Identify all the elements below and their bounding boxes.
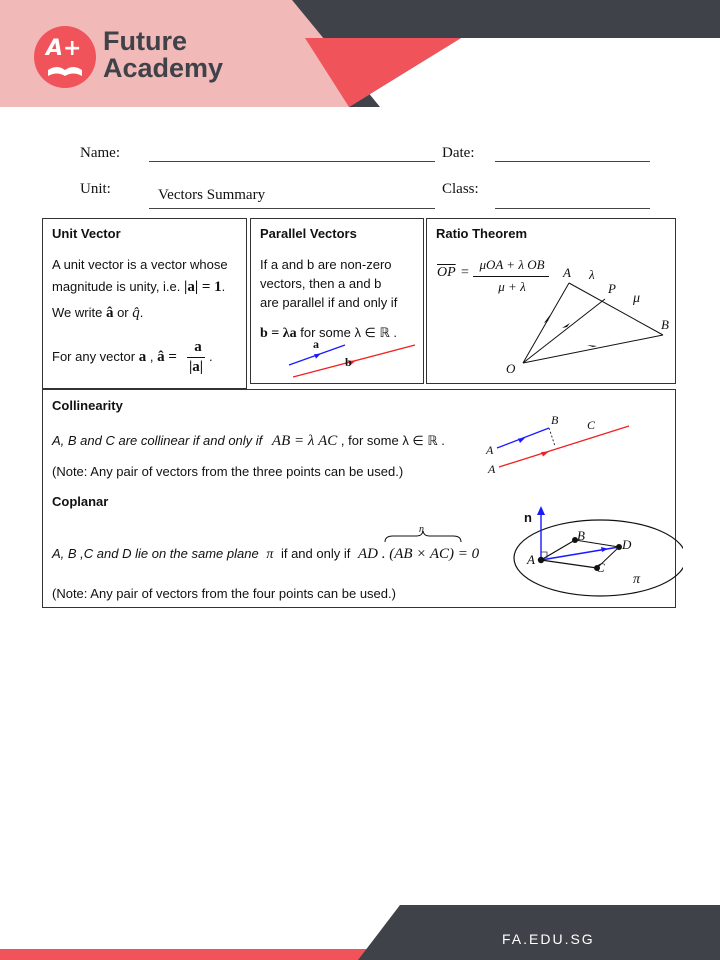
parallel-line1: If a and b are non-zero [260,257,392,272]
ratio-label-O: O [506,361,516,376]
coplanar-label-pi: π [633,572,641,587]
unit-frac-bar [187,357,205,358]
collinear-label-B: B [551,413,559,427]
ratio-label-mu: μ [633,291,641,306]
ratio-label-B: B [661,317,669,332]
collinearity-title: Collinearity [52,398,123,413]
parallel-label-b: b [345,355,352,369]
collinearity-statement: A, B and C are collinear if and only if AB = λ AC , for some λ ∈ ℝ . [52,433,445,449]
unit-vector-line4: For any vector a , â = [52,349,177,365]
name-label: Name: [80,145,120,161]
collinearity-note: (Note: Any pair of vectors from the three points can be used.) [52,464,404,479]
collinear-label-A2: A [488,462,496,476]
class-field[interactable] [495,208,650,209]
parallel-label-a: a [313,337,319,351]
coplanar-label-n: n [524,510,532,525]
collinear-label-A1: A [486,443,494,457]
unit-vector-line2: magnitude is unity, i.e. |a| = 1. [52,279,226,295]
parallel-line3: are parallel if and only if [260,295,398,310]
ratio-eq: = [461,265,469,280]
date-label: Date: [442,145,475,161]
footer-banner [0,905,720,960]
unit-vector-line3: We write â or q̂. [52,305,144,321]
ratio-denominator: μ + λ [498,279,526,294]
collinear-coplanar-box [42,389,676,608]
ratio-title: Ratio Theorem [436,226,528,241]
brand-logo [34,26,96,88]
ratio-numerator: μOA + λ OB [479,257,545,272]
ratio-op: $\overline{OP}$ [437,265,456,280]
class-label: Class: [442,181,479,197]
parallel-line2: vectors, then a and b [260,276,382,291]
coplanar-n-label: n [419,524,424,535]
unit-frac-num: a [194,339,202,355]
ratio-label-P: P [608,281,616,296]
logo-mark: A+ [46,36,82,61]
ratio-label-A: A [563,265,571,280]
brand-name-line2: Academy [103,53,224,83]
unit-vector-box [42,218,247,389]
date-field[interactable] [495,161,650,162]
unit-vector-line1: A unit vector is a vector whose [52,257,228,272]
parallel-vectors-box [250,218,424,384]
parallel-formula-line: b = λa for some λ ∈ ℝ . [260,325,398,341]
parallel-title: Parallel Vectors [260,226,357,241]
unit-vector-title: Unit Vector [52,226,121,241]
collinearity-diagram [489,412,639,474]
brand-name-line1: Future [103,26,187,56]
unit-frac-den: |a| [188,359,204,375]
coplanar-label-B: B [577,528,585,543]
footer-url[interactable]: FA.EDU.SG [502,931,595,947]
name-field[interactable] [149,161,435,162]
overbrace [383,530,463,544]
coplanar-label-C: C [596,560,605,575]
coplanar-note: (Note: Any pair of vectors from the four points can be used.) [52,586,396,601]
coplanar-label-D: D [622,537,632,552]
unit-label: Unit: [80,181,111,197]
unit-value: Vectors Summary [158,187,266,203]
unit-period: . [209,349,213,364]
coplanar-title: Coplanar [52,494,109,509]
coplanar-label-A: A [527,552,535,567]
unit-field[interactable] [149,208,435,209]
coplanar-statement: A, B ,C and D lie on the same plane π if and only if AD . (AB × AC) = 0 [52,546,480,562]
ratio-label-lambda: λ [589,267,595,282]
ratio-theorem-box [426,218,676,384]
collinear-label-C: C [587,418,596,432]
